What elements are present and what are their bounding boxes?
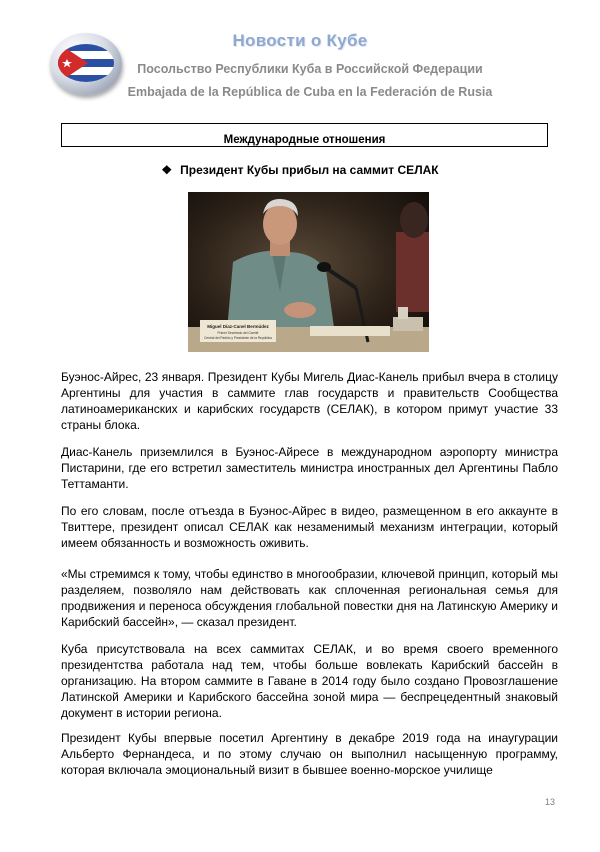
article-paragraph-1: Буэнос-Айрес, 23 января. Президент Кубы Мигель Диас-Канель прибыл вчера в столицу Аргентины для участия в саммите глав государств и правительств Сообщества латиноамериканских и карибских государств (СЕЛАК), в котором примут участие 33 страны блока.	[61, 370, 558, 432]
article-paragraph-4: «Мы стремимся к тому, чтобы единство в многообразии, ключевой принцип, который мы разделяем, позволяло нам действовать как сплоченная региональная семья для продвижения и переноса обсуждения глобальной повестки дня на Латинскую Америку и Карибский бассейн», — сказал президент.	[61, 567, 558, 629]
article-paragraph-2: Диас-Канель приземлился в Буэнос-Айресе в международном аэропорту министра Пистарини, где его встретил заместитель министра иностранных дел Аргентины Пабло Теттаманти.	[61, 445, 558, 491]
page-number: 13	[545, 797, 556, 807]
president-photo-illustration	[188, 192, 429, 352]
article-photo	[188, 192, 429, 352]
diamond-bullet-icon: ❖	[161, 163, 173, 177]
article-title	[0, 163, 600, 177]
section-heading: Международные отношения	[223, 134, 386, 146]
newsletter-title: Новости о Кубе	[232, 31, 368, 50]
article-paragraph-3: По его словам, после отъезда в Буэнос-Айрес в видео, размещенном в его аккаунте в Твиттере, президент описал СЕЛАК как незаменимый механизм интеграции, который имеем обязанность и возможность оживить.	[61, 504, 558, 550]
article-title-text: Президент Кубы прибыл на саммит СЕЛАК	[180, 163, 439, 177]
embassy-name-es: Embajada de la República de Cuba en la Federación de Rusia	[127, 85, 493, 99]
section-heading-box	[61, 123, 548, 147]
article-paragraph-6: Президент Кубы впервые посетил Аргентину в декабре 2019 года на инаугурации Альберто Фернандеса, и по этому случаю он выполнил насыщенную программу, которая включала эмоциональный визит в бывшее военно-морское училище	[61, 731, 558, 777]
photo-placard-line2: Primer Secretario del Comité	[217, 331, 259, 335]
embassy-name-ru: Посольство Республики Куба в Российской Федерации	[137, 62, 483, 76]
article-paragraph-5: Куба присутствовала на всех саммитах СЕЛАК, и во время своего временного президентства работала над тем, чтобы больше вовлекать Карибский бассейн в организацию. На втором саммите в Гаване в 2014 году было создано Провозглашение Латинской Америки и Карибского бассейна зоной мира — беспрецедентный знаковый документ в истории региона.	[61, 642, 558, 720]
photo-placard-line3: Central del Partido y Presidente de la República	[204, 336, 272, 340]
photo-placard-line1: Miguel Díaz-Canel Bermúdez	[207, 324, 269, 329]
